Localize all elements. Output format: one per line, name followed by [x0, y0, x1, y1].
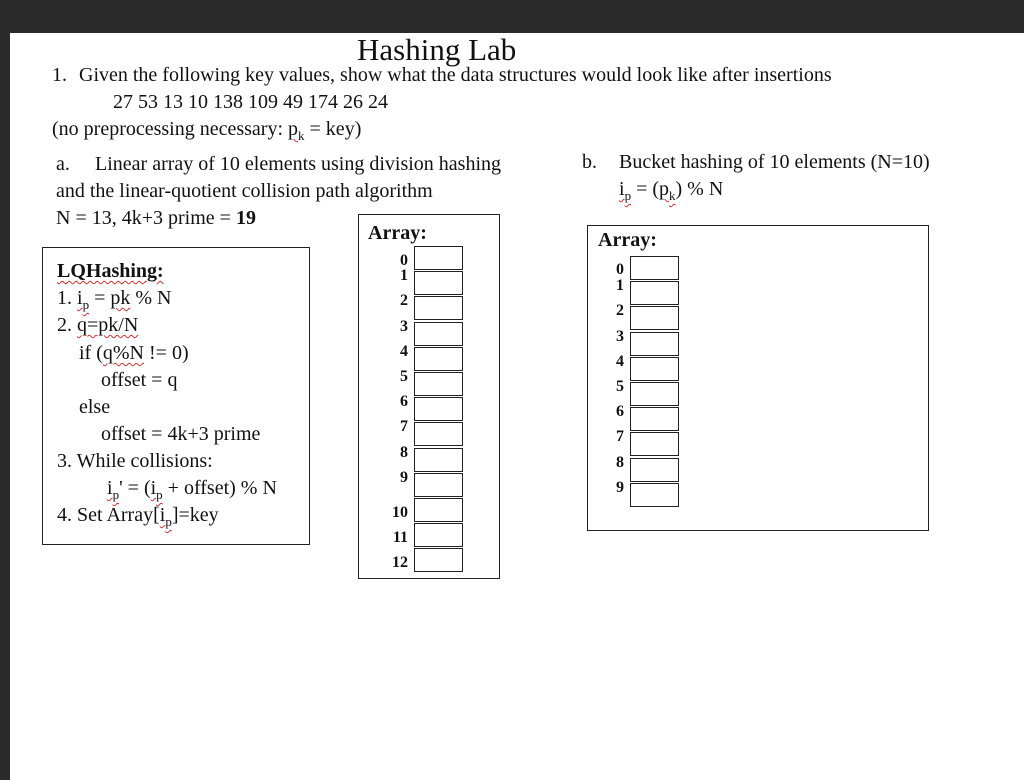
array-a-cell[interactable] [414, 473, 463, 497]
array-a-cell[interactable] [414, 523, 463, 547]
lq-step4: 4. Set $Array[i_p]=key$ [57, 504, 219, 529]
array-a-cell[interactable] [414, 397, 463, 421]
array-a-index: 3 [400, 317, 408, 335]
lq-step3: 3. While collisions: [57, 450, 213, 472]
part-a-line3: N = 13, 4k+3 prime = 19 [56, 207, 256, 229]
lq-title: LQHashing: [57, 260, 164, 282]
array-b-index: 2 [616, 302, 624, 320]
array-a-cell[interactable] [414, 271, 463, 295]
part-b-line1: Bucket hashing of 10 elements (N=10) [619, 151, 930, 173]
array-b-index: 1 [616, 277, 624, 295]
lq-offset-prime: offset = 4k+3 prime [101, 423, 261, 445]
part-a-label: a. [56, 153, 70, 175]
array-a-index: 9 [400, 468, 408, 486]
array-a-index: 2 [400, 292, 408, 310]
page-title: Hashing Lab [357, 33, 517, 67]
array-b-index: 8 [616, 453, 624, 471]
array-a-index: 8 [400, 443, 408, 461]
lq-step1: 1. $i_p$ = pk % N [57, 287, 172, 312]
array-a-cell[interactable] [414, 448, 463, 472]
array-b-index: 5 [616, 378, 624, 395]
lq-else: else [79, 396, 111, 418]
array-a-index: 7 [400, 418, 408, 436]
array-a-index: 4 [400, 342, 408, 360]
array-a-cell[interactable] [414, 548, 463, 572]
part-a-line2: and the linear-quotient collision path algorithm [56, 180, 433, 202]
array-a-cell[interactable] [414, 296, 463, 320]
document-page [10, 33, 1024, 780]
array-b-cell[interactable] [630, 281, 679, 305]
array-b-cell[interactable] [630, 458, 679, 482]
array-a-cell[interactable] [414, 498, 463, 522]
array-b-index: 9 [616, 478, 624, 496]
part-b-formula: $i_p = (p_k)$ % N [619, 178, 724, 203]
array-a-index: 1 [400, 267, 408, 285]
key-values: 27 53 13 10 138 109 49 174 26 24 [113, 91, 388, 113]
question-number: 1. [52, 64, 67, 86]
array-a-index: 5 [400, 368, 408, 385]
lq-step2: 2. q=pk/N [57, 314, 139, 336]
array-b-cell[interactable] [630, 256, 679, 280]
array-a-index: 6 [400, 393, 408, 411]
array-a-cell[interactable] [414, 347, 463, 371]
array-a-cell[interactable] [414, 422, 463, 446]
array-b-index: 7 [616, 428, 624, 446]
array-a-index: 12 [392, 554, 408, 572]
array-b-index: 4 [616, 352, 624, 370]
lq-loop: $i_p' = (i_p$ + offset) % N [107, 477, 277, 502]
array-b-cell[interactable] [630, 306, 679, 330]
preprocessing-note: (no preprocessing necessary: $p_k = key$) [52, 118, 362, 143]
array-a-cell[interactable] [414, 372, 463, 396]
array-b-index: 0 [616, 261, 624, 278]
array-b-index: 6 [616, 403, 624, 421]
array-b-title: Array: [598, 229, 657, 251]
array-a-cell[interactable] [414, 246, 463, 270]
question-prompt: Given the following key values, show what the data structures would look like after insertions [79, 64, 832, 86]
part-b-label: b. [582, 151, 597, 173]
array-b-cell[interactable] [630, 432, 679, 456]
array-a-cell[interactable] [414, 322, 463, 346]
array-a-title: Array: [368, 222, 427, 244]
array-b-cell[interactable] [630, 382, 679, 406]
array-b-cell[interactable] [630, 357, 679, 381]
part-a-line1: Linear array of 10 elements using division hashing [95, 153, 502, 175]
array-a-index: 11 [392, 529, 408, 547]
array-a-index: 0 [400, 252, 408, 269]
array-b-index: 3 [616, 327, 624, 345]
array-b-cell[interactable] [630, 483, 679, 507]
lq-offset-q: offset = q [101, 369, 178, 391]
array-b-cell[interactable] [630, 407, 679, 431]
array-b-cell[interactable] [630, 332, 679, 356]
array-a-index: 10 [392, 504, 408, 521]
lq-if: if (q%N != 0) [79, 342, 189, 364]
